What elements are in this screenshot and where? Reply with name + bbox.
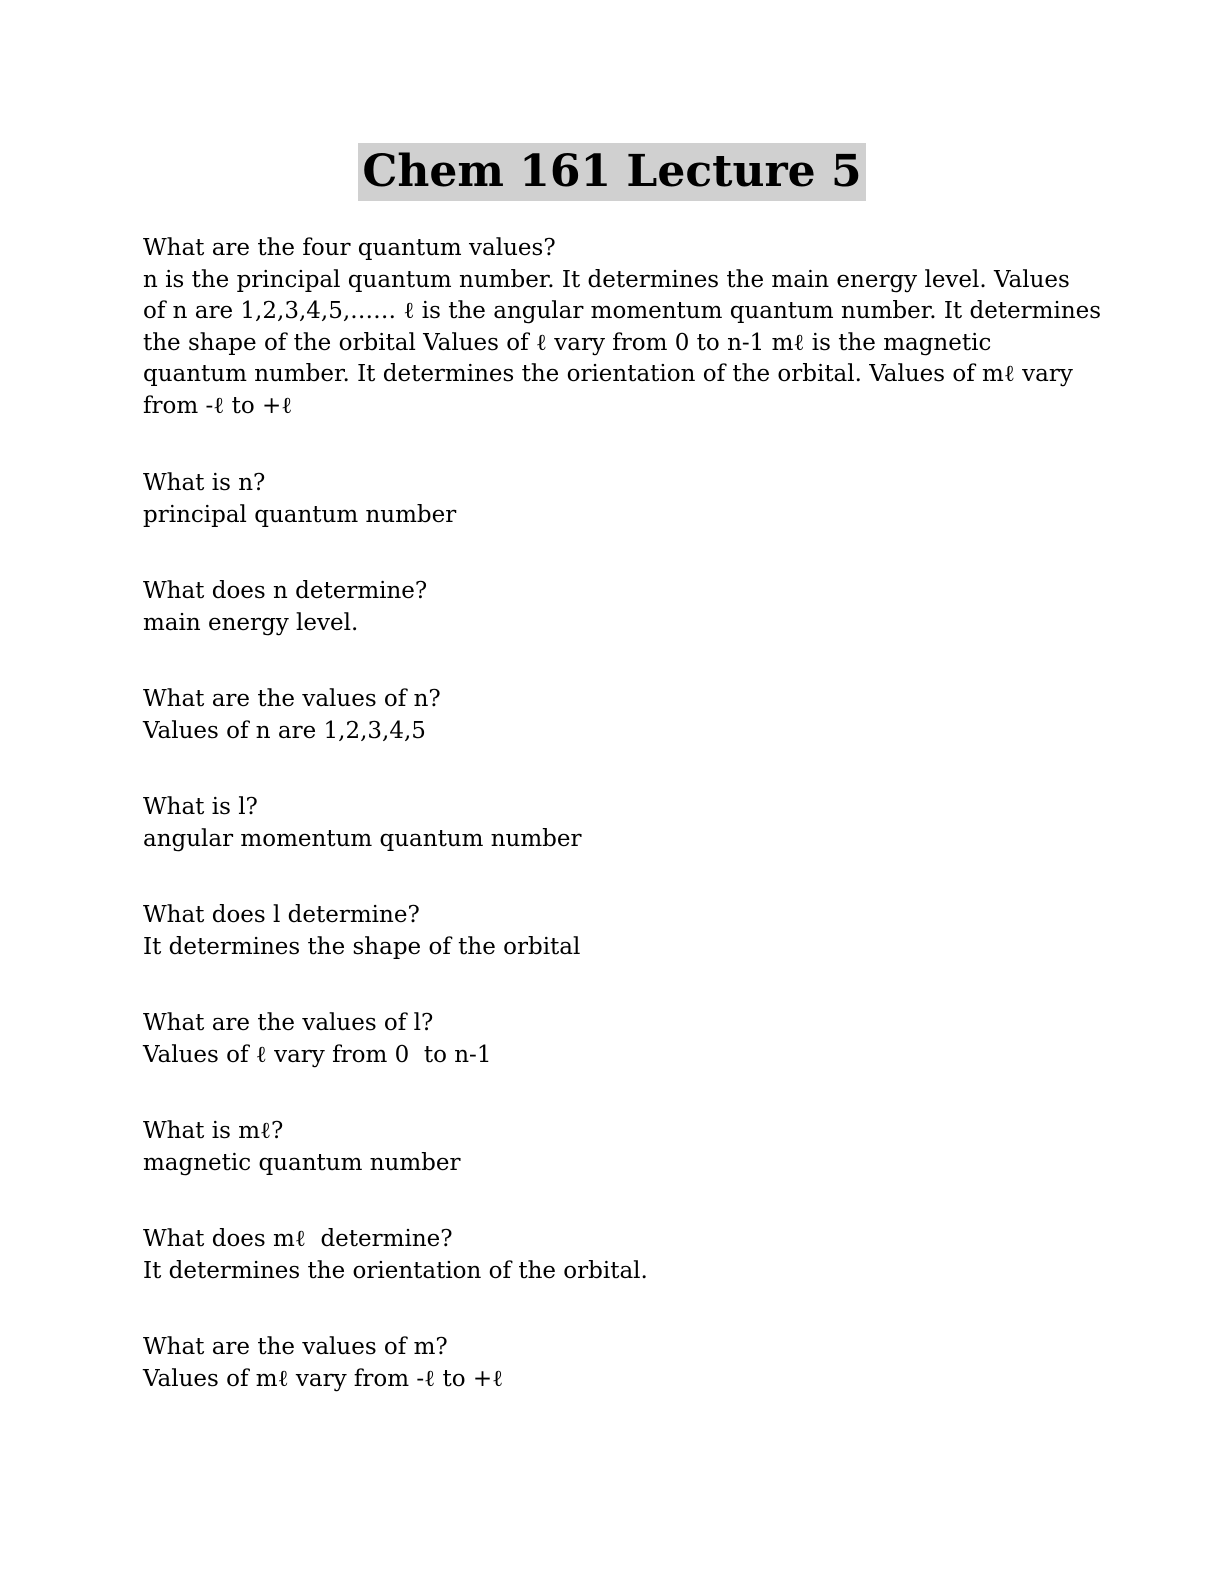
intro-question: What are the four quantum values?: [143, 235, 556, 261]
question-text: What does l determine?: [143, 902, 420, 928]
answer-text: It determines the shape of the orbital: [143, 933, 581, 960]
answer-text: Values of mℓ vary from -ℓ to +ℓ: [143, 1365, 504, 1392]
question-text: What does mℓ determine?: [143, 1226, 453, 1252]
intro-answer-line: from -ℓ to +ℓ: [143, 392, 293, 419]
answer-text: angular momentum quantum number: [143, 825, 582, 852]
answer-text: Values of ℓ vary from 0 to n-1: [143, 1041, 492, 1068]
intro-answer-line: of n are 1,2,3,4,5,…… ℓ is the angular momentum quantum number. It determines: [143, 298, 1102, 324]
answer-text: Values of n are 1,2,3,4,5: [143, 717, 426, 744]
question-text: What is l?: [143, 794, 258, 820]
qa-item: [143, 684, 1083, 747]
answer-text: main energy level.: [143, 609, 359, 636]
question-text: What are the values of m?: [143, 1334, 448, 1360]
qa-item: [143, 576, 1083, 639]
intro-block: [143, 233, 1102, 422]
qa-item: [143, 468, 1083, 531]
qa-item: [143, 1224, 1083, 1287]
question-text: What are the values of n?: [143, 686, 441, 712]
qa-item: [143, 1008, 1083, 1071]
page-title: Chem 161 Lecture 5: [358, 143, 865, 201]
qa-item: [143, 900, 1083, 963]
title-container: [0, 143, 1224, 201]
question-text: What is n?: [143, 470, 266, 496]
question-text: What are the values of l?: [143, 1010, 434, 1036]
question-text: What does n determine?: [143, 578, 428, 604]
question-text: What is mℓ?: [143, 1118, 284, 1144]
qa-item: [143, 792, 1083, 855]
intro-answer-line: n is the principal quantum number. It determines the main energy level. Values: [143, 266, 1070, 293]
intro-answer-line: quantum number. It determines the orientation of the orbital. Values of mℓ vary: [143, 361, 1073, 387]
answer-text: magnetic quantum number: [143, 1149, 461, 1176]
intro-answer-line: the shape of the orbital Values of ℓ vary from 0 to n-1 mℓ is the magnetic: [143, 329, 992, 356]
answer-text: It determines the orientation of the orbital.: [143, 1257, 648, 1284]
document-body: [143, 233, 1102, 1440]
qa-item: [143, 1332, 1083, 1395]
qa-item: [143, 1116, 1083, 1179]
answer-text: principal quantum number: [143, 501, 457, 528]
